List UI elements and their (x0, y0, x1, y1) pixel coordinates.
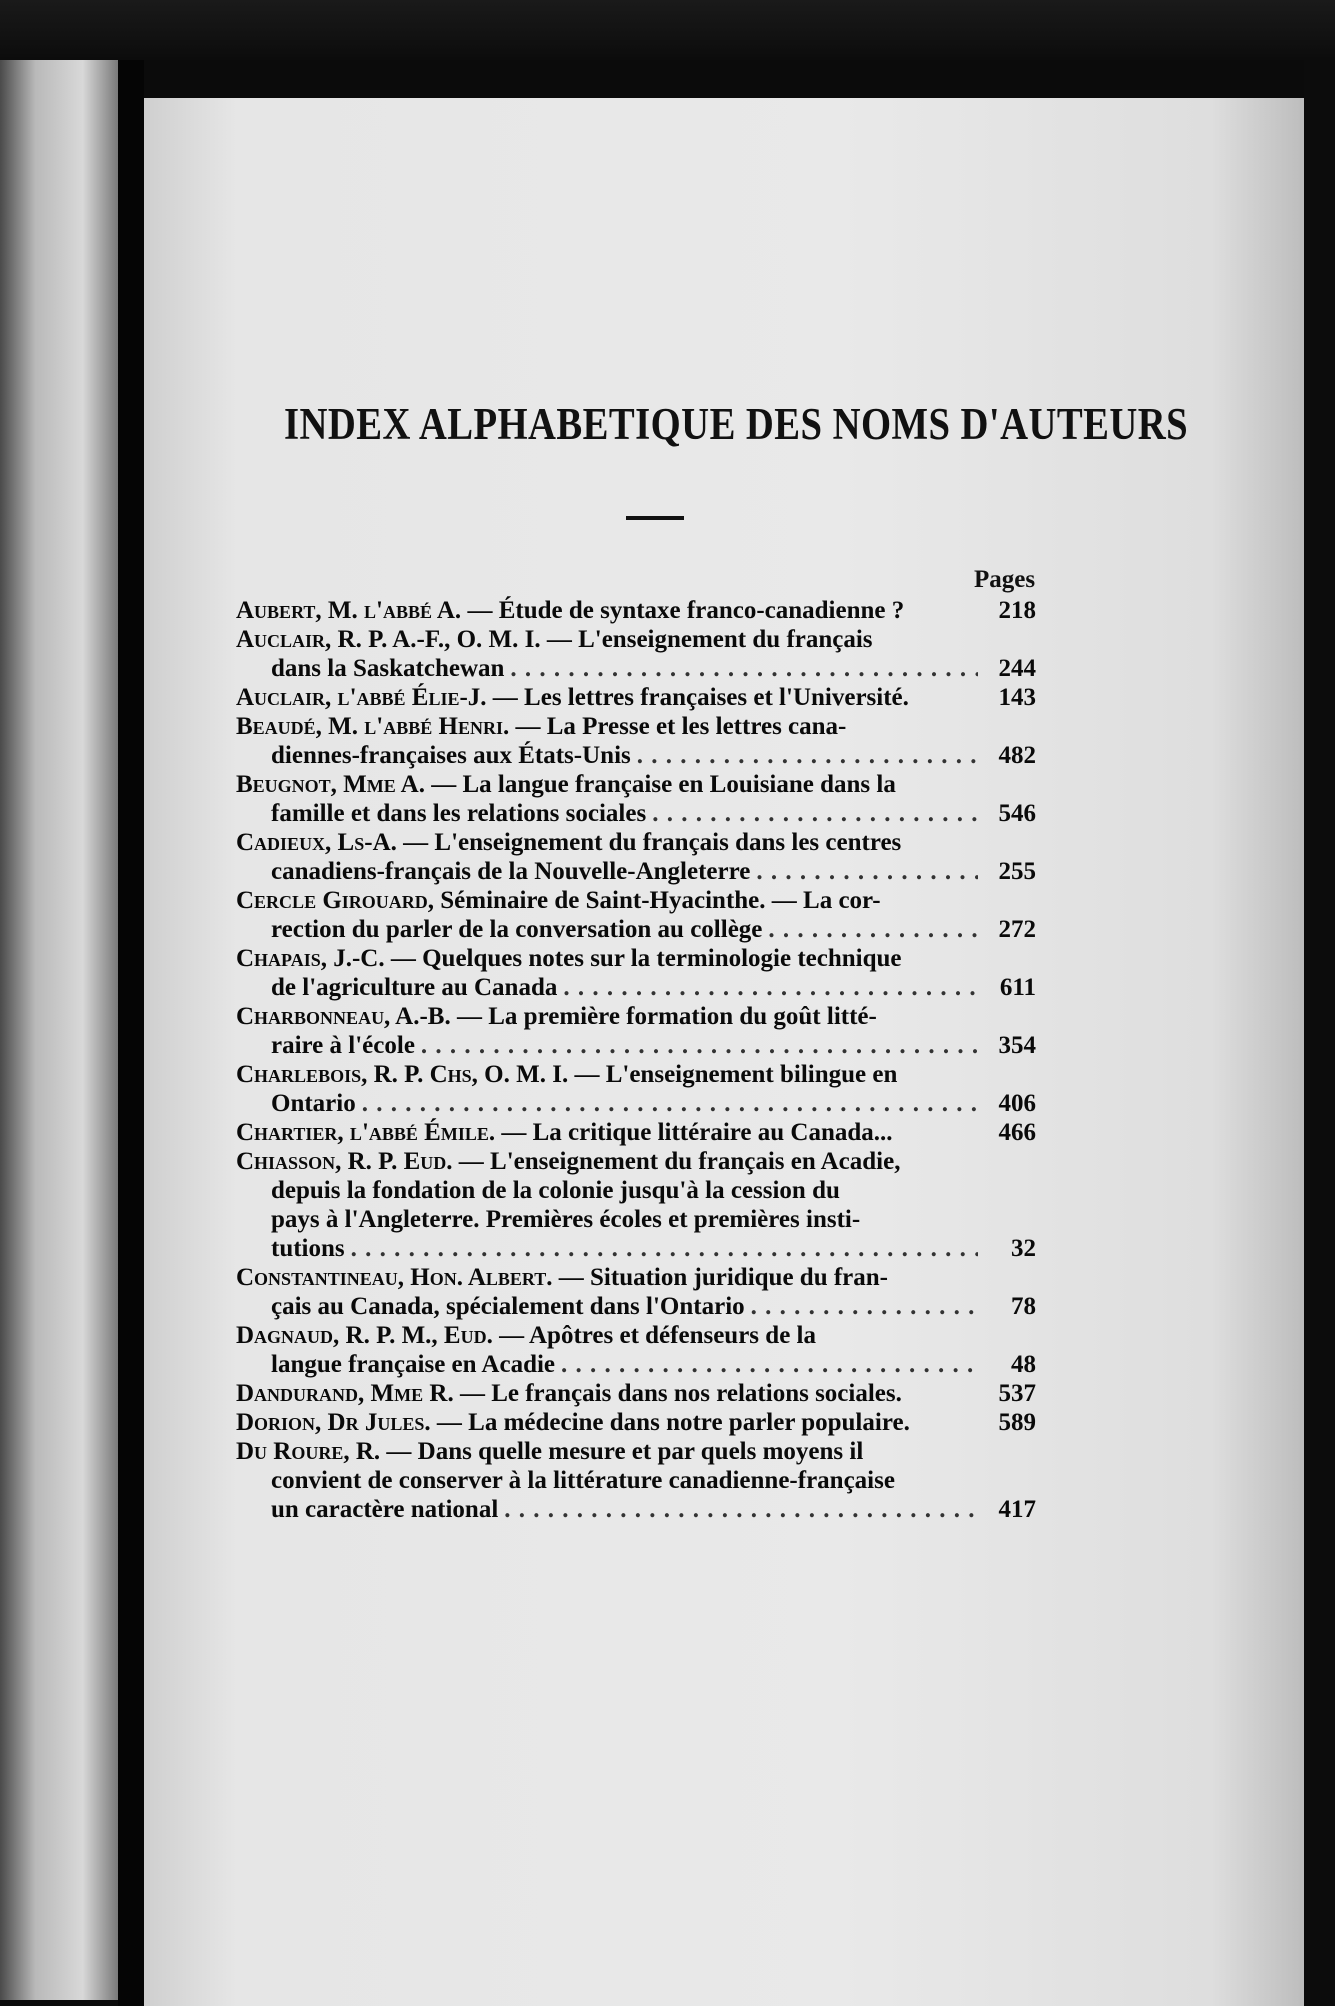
index-entry-line (236, 1263, 1036, 1292)
index-entry-line (236, 1089, 1036, 1118)
index-entry-line (236, 857, 1036, 886)
entry-title-text: — Les lettres françaises et l'Université. (492, 684, 909, 711)
entry-title-text: canadiens-français de la Nouvelle-Angleterre (271, 858, 751, 885)
author-name: Du Roure, R. (236, 1438, 381, 1465)
index-entry-line (236, 1379, 1036, 1408)
entry-title-text: — L'enseignement du français (546, 626, 873, 653)
entry-title-text: Ontario (271, 1090, 356, 1117)
author-name: Aubert, M. l'abbé A. (236, 597, 462, 624)
index-entry-line (236, 915, 1036, 944)
index-entry-line (236, 1147, 1036, 1176)
index-entry (236, 683, 1036, 712)
entry-title-text: famille et dans les relations sociales (271, 800, 647, 827)
page-number: 32 (1011, 1235, 1036, 1262)
entry-title-text: — La Presse et les lettres cana- (515, 713, 847, 740)
page-number: 482 (998, 742, 1036, 769)
author-name: Dorion, Dr Jules. (236, 1409, 431, 1436)
index-entry (236, 1002, 1036, 1060)
book-page (144, 98, 1304, 2006)
index-entry-line (236, 1437, 1036, 1466)
page-number: 417 (998, 1496, 1036, 1523)
author-name: Beaudé, M. l'abbé Henri. (236, 713, 510, 740)
author-name: Chiasson, R. P. Eud. (236, 1148, 453, 1175)
index-entry-line (236, 1292, 1036, 1321)
author-name: Dandurand, Mme R. (236, 1380, 454, 1407)
entry-title-text: depuis la fondation de la colonie jusqu'à la cession du (271, 1177, 840, 1204)
entry-title-text: — Dans quelle mesure et par quels moyens il (386, 1438, 864, 1465)
dot-leader (750, 857, 978, 886)
index-entry-line (236, 1118, 1036, 1147)
index-entry-line (236, 770, 1036, 799)
index-entry (236, 1060, 1036, 1118)
author-name: Auclair, l'abbé Élie-J. (236, 684, 487, 711)
author-name: Cadieux, Ls-A. (236, 829, 397, 856)
author-index-list (236, 596, 1036, 1524)
page-number: 218 (998, 597, 1036, 624)
dot-leader (415, 1031, 978, 1060)
index-entry (236, 625, 1036, 683)
index-entry (236, 1408, 1036, 1437)
entry-title-text: — Le français dans nos relations sociales. (459, 1380, 902, 1407)
entry-title-text: tutions (271, 1235, 345, 1262)
index-entry-line (236, 1321, 1036, 1350)
author-name: Dagnaud, R. P. M., Eud. (236, 1322, 493, 1349)
entry-title-text: — L'enseignement du français en Acadie, (458, 1148, 901, 1175)
author-name: Chartier, l'abbé Émile. (236, 1119, 496, 1146)
index-entry-line (236, 712, 1036, 741)
binding-gutter (118, 60, 144, 2006)
entry-title-text: rection du parler de la conversation au collège (271, 916, 763, 943)
index-entry-line (236, 654, 1036, 683)
dot-leader (345, 1234, 978, 1263)
page-number: 143 (998, 684, 1036, 711)
entry-title-text: — Quelques notes sur la terminologie technique (390, 945, 902, 972)
page-number: 78 (1011, 1293, 1036, 1320)
index-entry (236, 1321, 1036, 1379)
index-entry-line (236, 1031, 1036, 1060)
entry-title-text: — La première formation du goût litté- (457, 1003, 877, 1030)
index-entry-line (236, 596, 1036, 625)
index-entry-line (236, 741, 1036, 770)
index-entry-line (236, 1002, 1036, 1031)
entry-title-text: convient de conserver à la littérature canadienne-française (271, 1467, 895, 1494)
entry-title-text: — Situation juridique du fran- (558, 1264, 889, 1291)
dot-leader (557, 973, 978, 1002)
entry-title-text: — La médecine dans notre parler populaire. (436, 1409, 910, 1436)
entry-title-text: pays à l'Angleterre. Premières écoles et premières insti- (271, 1206, 861, 1233)
entry-title-text: — L'enseignement bilingue en (574, 1061, 898, 1088)
page-number: 611 (999, 974, 1036, 1001)
entry-title-text: Séminaire de Saint-Hyacinthe. — La cor- (440, 887, 881, 914)
index-entry-line (236, 625, 1036, 654)
entry-title-text: langue française en Acadie (271, 1351, 556, 1378)
index-entry-line (236, 1408, 1036, 1437)
index-entry (236, 1147, 1036, 1263)
entry-title-text: un caractère national (271, 1496, 499, 1523)
title-rule (626, 516, 684, 520)
dot-leader (646, 799, 978, 828)
author-name: Constantineau, Hon. Albert. (236, 1264, 553, 1291)
index-entry-line (236, 1176, 1036, 1205)
index-entry (236, 770, 1036, 828)
index-entry-line (236, 886, 1036, 915)
page-number: 589 (998, 1409, 1036, 1436)
index-entry-line (236, 799, 1036, 828)
author-name: Chapais, J.-C. (236, 945, 385, 972)
index-entry-line (236, 1234, 1036, 1263)
page-number: 354 (998, 1032, 1036, 1059)
entry-title-text: raire à l'école (271, 1032, 415, 1059)
page-number: 48 (1011, 1351, 1036, 1378)
index-entry (236, 1118, 1036, 1147)
index-entry-line (236, 683, 1036, 712)
page-number: 244 (998, 655, 1036, 682)
entry-title-text: dans la Saskatchewan (271, 655, 505, 682)
page-number: 546 (998, 800, 1036, 827)
index-entry (236, 596, 1036, 625)
page-number: 255 (998, 858, 1036, 885)
page-number: 537 (998, 1380, 1036, 1407)
author-name: Auclair, R. P. A.-F., O. M. I. (236, 626, 541, 653)
index-entry-line (236, 1350, 1036, 1379)
index-entry-line (236, 1060, 1036, 1089)
dot-leader (504, 654, 978, 683)
entry-title-text: — L'enseignement du français dans les centres (403, 829, 902, 856)
facing-page-edge (0, 60, 118, 2000)
author-name: Cercle Girouard, (236, 887, 435, 914)
index-entry (236, 1263, 1036, 1321)
index-entry (236, 886, 1036, 944)
dot-leader (762, 915, 978, 944)
page-number: 406 (998, 1090, 1036, 1117)
index-entry (236, 1379, 1036, 1408)
author-name: Beugnot, Mme A. (236, 771, 425, 798)
index-entry (236, 944, 1036, 1002)
entry-title-text: çais au Canada, spécialement dans l'Ontario (271, 1293, 745, 1320)
entry-title-text: — La langue française en Louisiane dans la (431, 771, 896, 798)
index-entry-line (236, 1466, 1036, 1495)
entry-title-text: de l'agriculture au Canada (271, 974, 558, 1001)
entry-title-text: — Apôtres et défenseurs de la (499, 1322, 816, 1349)
page-number: 272 (998, 916, 1036, 943)
index-entry-line (236, 973, 1036, 1002)
index-entry-line (236, 1495, 1036, 1524)
entry-title-text: diennes-françaises aux États-Unis (271, 742, 631, 769)
page-title: INDEX ALPHABETIQUE DES NOMS D'AUTEURS (284, 399, 1189, 449)
page-number: 466 (998, 1119, 1036, 1146)
dot-leader (356, 1089, 978, 1118)
scan-top-shadow (0, 0, 1335, 60)
entry-title-text: — La critique littéraire au Canada... (501, 1119, 893, 1146)
dot-leader (555, 1350, 978, 1379)
index-entry (236, 1437, 1036, 1524)
entry-title-text: — Étude de syntaxe franco-canadienne ? (467, 597, 905, 624)
dot-leader (498, 1495, 978, 1524)
index-entry-line (236, 828, 1036, 857)
index-entry-line (236, 944, 1036, 973)
index-entry (236, 712, 1036, 770)
dot-leader (745, 1292, 978, 1321)
pages-column-header: Pages (974, 566, 1036, 593)
scan-right-border (1304, 60, 1335, 2006)
dot-leader (631, 741, 978, 770)
index-entry (236, 828, 1036, 886)
index-entry-line (236, 1205, 1036, 1234)
author-name: Charlebois, R. P. Chs, O. M. I. (236, 1061, 569, 1088)
author-name: Charbonneau, A.-B. (236, 1003, 451, 1030)
